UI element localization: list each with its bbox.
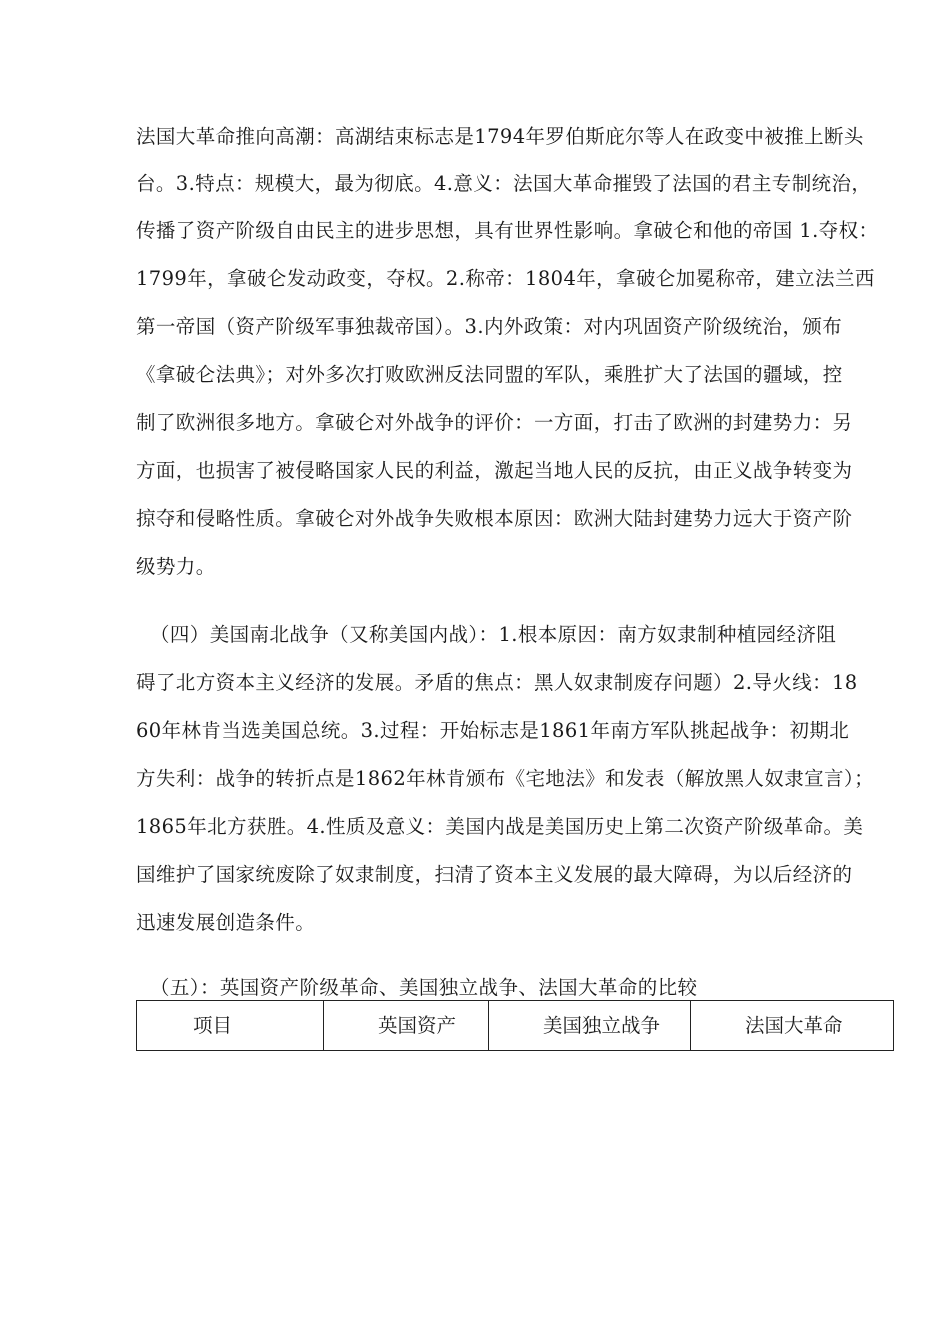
comparison-table — [136, 1000, 894, 1051]
paragraph1-line: 制了欧洲很多地方。拿破仑对外战争的评价：一方面，打击了欧洲的封建势力：另 — [136, 411, 853, 434]
table-header-cell: 法国大革命 — [745, 1014, 843, 1037]
paragraph1-line: 台。3.特点：规模大，最为彻底。4.意义：法国大革命摧毁了法国的君主专制统治， — [136, 172, 872, 195]
table-header-cell: 美国独立战争 — [489, 1001, 691, 1050]
paragraph1-line: 法国大革命推向高潮：高湖结束标志是1794年罗伯斯庇尔等人在政变中被推上断头 — [136, 125, 864, 148]
paragraph2-line: 方失利：战争的转折点是1862年林肯颁布《宅地法》和发表（解放黑人奴隶宣言）； — [136, 767, 874, 790]
paragraph2-line: 迅速发展创造条件。 — [136, 911, 316, 934]
table-header-cell: 项目 — [137, 1001, 324, 1050]
paragraph2-line: 碍了北方资本主义经济的发展。矛盾的焦点：黑人奴隶制废存问题）2.导火线：18 — [136, 671, 858, 694]
table-header-cell: 英国资产 — [324, 1001, 489, 1050]
paragraph2-line: 国维护了国家统废除了奴隶制度，扫清了资本主义发展的最大障碍，为以后经济的 — [136, 863, 853, 886]
paragraph2-line: 60年林肯当选美国总统。3.过程：开始标志是1861年南方军队挑起战争：初期北 — [136, 719, 850, 742]
paragraph1-line: 第一帝国（资产阶级军事独裁帝国）。3.内外政策：对内巩固资产阶级统治，颁布 — [136, 315, 843, 338]
paragraph1-line: 《拿破仑法典》；对外多次打败欧洲反法同盟的军队，乘胜扩大了法国的疆域，控 — [136, 363, 843, 386]
paragraph1-line: 1799年，拿破仑发动政变，夺权。2.称帝：1804年，拿破仑加冕称帝，建立法兰西 — [136, 267, 875, 290]
paragraph1-line: 掠夺和侵略性质。拿破仑对外战争失败根本原因：欧洲大陆封建势力远大于资产阶 — [136, 507, 853, 530]
paragraph1-line: 级势力。 — [136, 555, 216, 578]
paragraph1-line: 传播了资产阶级自由民主的进步思想，具有世界性影响。拿破仑和他的帝国 1.夺权： — [136, 219, 879, 242]
paragraph1-line: 方面，也损害了被侵略国家人民的利益，激起当地人民的反抗，由正义战争转变为 — [136, 459, 853, 482]
paragraph2-line: （四）美国南北战争（又称美国内战）：1.根本原因：南方奴隶制种植园经济阻 — [150, 623, 837, 646]
section-heading: （五）：英国资产阶级革命、美国独立战争、法国大革命的比较 — [150, 976, 698, 999]
paragraph2-line: 1865年北方获胜。4.性质及意义：美国内战是美国历史上第二次资产阶级革命。美 — [136, 815, 864, 838]
